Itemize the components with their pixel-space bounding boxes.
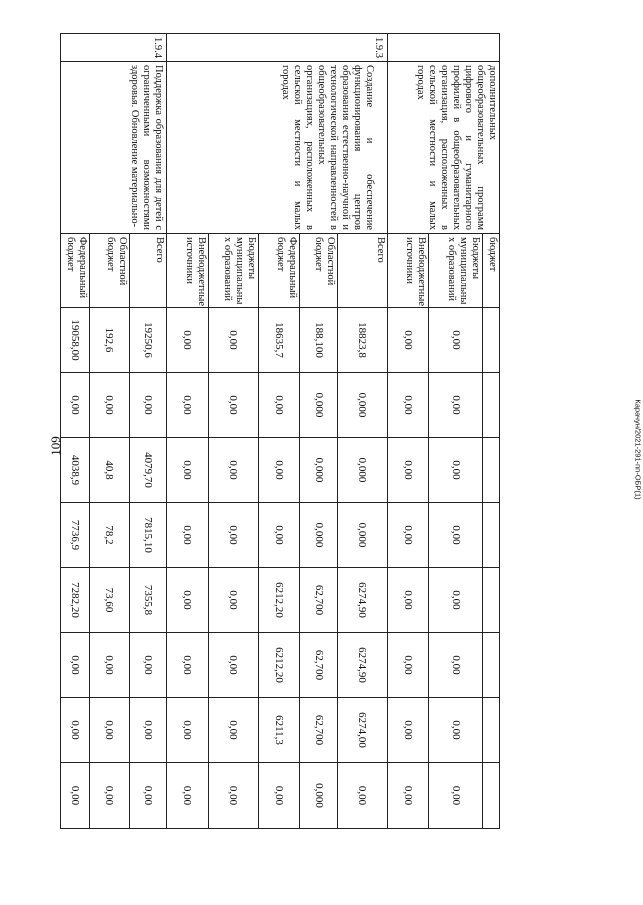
amount-cell: 0,00: [208, 438, 258, 503]
funding-source-cell: Внебюджетные источники: [167, 234, 209, 308]
amount-cell: [483, 698, 500, 763]
row-description-cell: Создание и обеспечение функционирования центров образования естественно-научной и технологической направленностей в общеобразовательных организациях, расположенных в сельской местности и малых городах: [167, 62, 388, 234]
amount-cell: 0,00: [167, 438, 209, 503]
amount-cell: 0,00: [429, 568, 483, 633]
amount-cell: 4079,70: [129, 438, 166, 503]
amount-cell: 19250,6: [129, 308, 166, 373]
amount-cell: 73,60: [90, 568, 130, 633]
amount-cell: 0,00: [337, 763, 387, 829]
amount-cell: 0,00: [208, 633, 258, 698]
amount-cell: 6211,3: [258, 698, 300, 763]
row-code-cell: [387, 34, 499, 62]
amount-cell: 0,00: [167, 763, 209, 829]
amount-cell: 0,00: [129, 373, 166, 438]
amount-cell: 0,000: [337, 503, 387, 568]
table-row: [483, 34, 500, 829]
amount-cell: 0,00: [61, 763, 90, 829]
amount-cell: 188,100: [300, 308, 337, 373]
amount-cell: [483, 568, 500, 633]
amount-cell: 192,6: [90, 308, 130, 373]
amount-cell: 62,700: [300, 698, 337, 763]
amount-cell: 0,00: [429, 503, 483, 568]
row-code-cell: 1.9.4: [61, 34, 167, 62]
table-row: [129, 34, 166, 829]
amount-cell: 0,00: [429, 698, 483, 763]
amount-cell: 0,00: [61, 698, 90, 763]
amount-cell: 0,00: [387, 633, 429, 698]
funding-source-cell: Всего: [129, 234, 166, 308]
amount-cell: 0,00: [90, 373, 130, 438]
amount-cell: 6274,90: [337, 568, 387, 633]
amount-cell: 18635,7: [258, 308, 300, 373]
amount-cell: 40,8: [90, 438, 130, 503]
amount-cell: [483, 373, 500, 438]
amount-cell: 0,00: [429, 633, 483, 698]
amount-cell: 6212,20: [258, 568, 300, 633]
amount-cell: 0,00: [387, 308, 429, 373]
funding-source-cell: Бюджеты муниципальны х образований: [208, 234, 258, 308]
amount-cell: 0,00: [129, 698, 166, 763]
amount-cell: 0,00: [208, 763, 258, 829]
amount-cell: 0,00: [61, 373, 90, 438]
amount-cell: 0,00: [429, 308, 483, 373]
document-code-label: Карачун/2021-291-пп-ОБР(1): [633, 399, 643, 500]
row-description-cell: Поддержка образования для детей с ограниченными возможностями здоровья. Обновление материально-: [61, 62, 167, 234]
amount-cell: 0,00: [258, 503, 300, 568]
amount-cell: 0,00: [129, 763, 166, 829]
amount-cell: 0,000: [300, 503, 337, 568]
funding-source-cell: бюджет: [483, 234, 500, 308]
amount-cell: 0,00: [258, 373, 300, 438]
amount-cell: 0,00: [429, 763, 483, 829]
amount-cell: 0,00: [387, 763, 429, 829]
amount-cell: 0,00: [167, 308, 209, 373]
amount-cell: 0,00: [208, 308, 258, 373]
amount-cell: 0,000: [300, 373, 337, 438]
amount-cell: 0,00: [258, 763, 300, 829]
amount-cell: [483, 438, 500, 503]
funding-source-cell: Областной бюджет: [300, 234, 337, 308]
row-code-cell: 1.9.3: [167, 34, 388, 62]
funding-source-cell: Внебюджетные источники: [387, 234, 429, 308]
amount-cell: [483, 308, 500, 373]
amount-cell: 0,00: [90, 633, 130, 698]
amount-cell: 0,00: [61, 633, 90, 698]
amount-cell: 0,000: [337, 438, 387, 503]
funding-source-cell: Областной бюджет: [90, 234, 130, 308]
amount-cell: [483, 503, 500, 568]
amount-cell: 0,00: [129, 633, 166, 698]
document-table: [60, 33, 500, 828]
amount-cell: 0,00: [90, 698, 130, 763]
amount-cell: 0,00: [387, 568, 429, 633]
amount-cell: 0,00: [90, 763, 130, 829]
amount-cell: 0,00: [208, 373, 258, 438]
amount-cell: 0,00: [208, 568, 258, 633]
amount-cell: 0,000: [337, 373, 387, 438]
amount-cell: 18823,8: [337, 308, 387, 373]
amount-cell: 0,00: [387, 503, 429, 568]
amount-cell: 19058,00: [61, 308, 90, 373]
amount-cell: 0,00: [208, 503, 258, 568]
amount-cell: 0,00: [387, 698, 429, 763]
amount-cell: 0,00: [429, 438, 483, 503]
amount-cell: 0,000: [300, 763, 337, 829]
amount-cell: 78,2: [90, 503, 130, 568]
amount-cell: 0,00: [387, 373, 429, 438]
amount-cell: 0,000: [300, 438, 337, 503]
amount-cell: 0,00: [208, 698, 258, 763]
amount-cell: 0,00: [167, 568, 209, 633]
page-number: 109: [48, 436, 63, 456]
amount-cell: 0,00: [387, 438, 429, 503]
amount-cell: 6212,20: [258, 633, 300, 698]
budget-table: [60, 33, 500, 829]
amount-cell: 6274,00: [337, 698, 387, 763]
table-row: [337, 34, 387, 829]
amount-cell: 0,00: [167, 698, 209, 763]
amount-cell: 7815,10: [129, 503, 166, 568]
funding-source-cell: Федеральный бюджет: [61, 234, 90, 308]
amount-cell: 4038,9: [61, 438, 90, 503]
row-description-cell: дополнительных общеобразовательных программ цифрового и гуманитарного профилей в общеобразовательных организация, расположенных в сельской местности и малых городах: [387, 62, 499, 234]
amount-cell: 0,00: [429, 373, 483, 438]
amount-cell: 7736,9: [61, 503, 90, 568]
amount-cell: 7355,8: [129, 568, 166, 633]
amount-cell: 0,00: [167, 633, 209, 698]
amount-cell: 7282,20: [61, 568, 90, 633]
amount-cell: 0,00: [258, 438, 300, 503]
amount-cell: 0,00: [167, 503, 209, 568]
amount-cell: 62,700: [300, 568, 337, 633]
funding-source-cell: Всего: [337, 234, 387, 308]
funding-source-cell: Бюджеты муниципальны х образований: [429, 234, 483, 308]
amount-cell: 6274,90: [337, 633, 387, 698]
funding-source-cell: Федеральный бюджет: [258, 234, 300, 308]
amount-cell: 62,700: [300, 633, 337, 698]
amount-cell: 0,00: [167, 373, 209, 438]
amount-cell: [483, 633, 500, 698]
amount-cell: [483, 763, 500, 829]
